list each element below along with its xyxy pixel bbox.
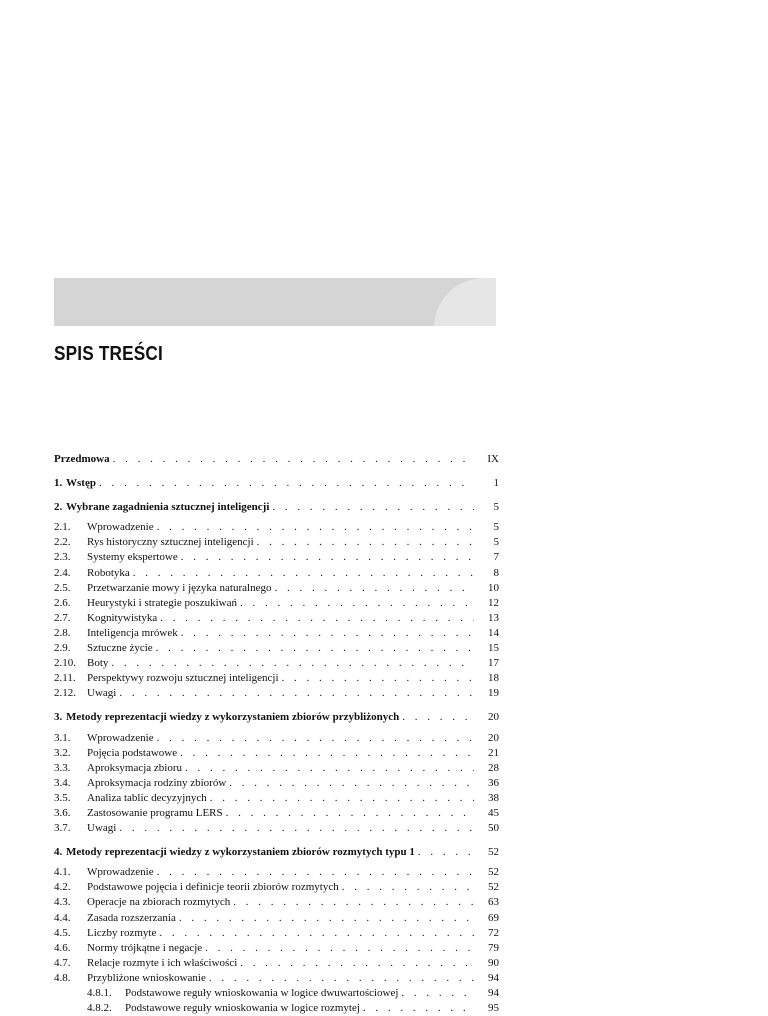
toc-section[interactable] [54, 776, 499, 791]
toc-section-title: Kognitywistyka [87, 611, 158, 624]
toc-section[interactable] [54, 791, 499, 806]
toc-section[interactable] [54, 641, 499, 656]
toc-chapter-title: Metody reprezentacji wiedzy z wykorzystaniem zbiorów przybliżonych [66, 711, 400, 724]
dot-leader [113, 452, 474, 467]
toc-section-title: Aproksymacja rodziny zbiorów [87, 776, 227, 789]
toc-section-number: 3.2. [54, 746, 71, 759]
dot-leader [180, 746, 474, 761]
header-banner [54, 278, 496, 326]
toc-chapter[interactable] [54, 710, 499, 725]
toc-section-number: 4.3. [54, 896, 71, 909]
dot-leader [209, 971, 474, 986]
toc-section-page: 5 [493, 521, 499, 534]
dot-leader [159, 926, 474, 941]
dot-leader [402, 710, 474, 725]
toc-section[interactable] [54, 550, 499, 565]
toc-section[interactable] [54, 686, 499, 701]
dot-leader [181, 626, 474, 641]
toc-section-page: 21 [488, 746, 499, 759]
toc-subsection[interactable] [54, 1001, 499, 1016]
toc-chapter-number: 4. [54, 846, 63, 859]
toc-section[interactable] [54, 520, 499, 535]
toc-section-page: 13 [488, 611, 499, 624]
toc-section-title: Analiza tablic decyzyjnych [87, 791, 207, 804]
toc-section-page: 90 [488, 956, 499, 969]
dot-leader [274, 581, 474, 596]
toc-section[interactable] [54, 821, 499, 836]
toc-section-title: Przetwarzanie mowy i języka naturalnego [87, 581, 272, 594]
toc-chapter[interactable] [54, 500, 499, 515]
toc-section[interactable] [54, 880, 499, 895]
toc-chapter-page: 5 [493, 501, 499, 514]
dot-leader [157, 520, 474, 535]
dot-leader [272, 500, 474, 515]
toc-section[interactable] [54, 761, 499, 776]
toc-section-page: 94 [488, 987, 499, 999]
dot-leader [342, 880, 474, 895]
toc-section-page: 20 [488, 731, 499, 744]
dot-leader [179, 911, 474, 926]
toc-section-title: Normy trójkątne i negacje [87, 941, 203, 954]
toc-section-title: Uwagi [87, 822, 117, 835]
toc-section-page: 7 [493, 551, 499, 564]
toc-section-page: 50 [488, 822, 499, 835]
toc-section[interactable] [54, 581, 499, 596]
dot-leader [99, 476, 474, 491]
toc-section-page: 12 [488, 596, 499, 609]
toc-section[interactable] [54, 926, 499, 941]
toc-section[interactable] [54, 746, 499, 761]
toc-section-page: 52 [488, 881, 499, 894]
toc-section-title: Zastosowanie programu LERS [87, 806, 223, 819]
dot-leader [111, 656, 474, 671]
toc-section-number: 2.12. [54, 687, 76, 700]
toc-chapter-title: Wybrane zagadnienia sztucznej inteligencji [66, 501, 270, 514]
dot-leader [156, 641, 474, 656]
toc-section[interactable] [54, 611, 499, 626]
dot-leader [205, 941, 474, 956]
toc-section-title: Zasada rozszerzania [87, 911, 176, 924]
toc-section-number: 2.1. [54, 521, 71, 534]
toc-section-title: Wprowadzenie [87, 521, 154, 534]
toc-section-number: 4.5. [54, 926, 71, 939]
toc-section[interactable] [54, 596, 499, 611]
toc-section-title: Rys historyczny sztucznej inteligencji [87, 536, 254, 549]
toc-section-number: 3.1. [54, 731, 71, 744]
dot-leader [119, 686, 474, 701]
dot-leader [157, 731, 474, 746]
toc-section-page: 38 [488, 791, 499, 804]
toc-section[interactable] [54, 941, 499, 956]
toc-section-title: Wprowadzenie [87, 731, 154, 744]
toc-section-page: 45 [488, 806, 499, 819]
toc-section-number: 2.6. [54, 596, 71, 609]
toc-section-number: 4.1. [54, 866, 71, 879]
toc-section-page: 15 [488, 642, 499, 655]
dot-leader [418, 845, 474, 860]
toc-chapter[interactable] [54, 476, 499, 491]
toc-section[interactable] [54, 911, 499, 926]
toc-section-page: 94 [488, 971, 499, 984]
toc-section-number: 4.4. [54, 911, 71, 924]
toc-section-title: Heurystyki i strategie poszukiwań [87, 596, 237, 609]
toc-section-title: Boty [87, 657, 109, 670]
toc-section-number: 3.7. [54, 822, 71, 835]
toc-preface[interactable] [54, 452, 499, 467]
page-title: SPIS TREŚCI [54, 343, 163, 365]
toc-entry-title: Przedmowa [54, 453, 110, 465]
toc-section-title: Relacje rozmyte i ich właściwości [87, 956, 238, 969]
toc-section-page: 10 [488, 581, 499, 594]
toc-section-title: Systemy ekspertowe [87, 551, 178, 564]
toc-section-number: 3.5. [54, 791, 71, 804]
toc-section[interactable] [54, 956, 499, 971]
toc-section-title: Podstawowe reguły wnioskowania w logice dwuwartościowej [125, 987, 399, 999]
toc-section-number: 4.2. [54, 881, 71, 894]
toc-section-number: 2.7. [54, 611, 71, 624]
dot-leader [119, 821, 474, 836]
toc-section-page: 72 [488, 926, 499, 939]
toc-section-page: 14 [488, 626, 499, 639]
toc-section-page: 36 [488, 776, 499, 789]
toc-section-number: 3.6. [54, 806, 71, 819]
dot-leader [257, 535, 474, 550]
toc-chapter-number: 2. [54, 501, 63, 514]
banner-curve-decoration [434, 278, 496, 326]
toc-section-page: 19 [488, 687, 499, 700]
toc-section-number: 2.2. [54, 536, 71, 549]
toc-section[interactable] [54, 806, 499, 821]
toc-section[interactable] [54, 731, 499, 746]
toc-section[interactable] [54, 656, 499, 671]
toc-section[interactable] [54, 535, 499, 550]
dot-leader [160, 611, 474, 626]
toc-section[interactable] [54, 865, 499, 880]
toc-chapter[interactable] [54, 845, 499, 860]
toc-section-title: Pojęcia podstawowe [87, 746, 178, 759]
dot-leader [157, 865, 474, 880]
toc-section-page: 79 [488, 941, 499, 954]
toc-section-number: 2.3. [54, 551, 71, 564]
dot-leader [363, 1001, 474, 1016]
toc-section-number: 2.4. [54, 566, 71, 579]
toc-section-number: 2.11. [54, 672, 76, 685]
toc-section-number: 2.9. [54, 642, 71, 655]
toc-section-title: Perspektywy rozwoju sztucznej inteligencji [87, 672, 279, 685]
toc-section-page: 52 [488, 866, 499, 879]
toc-chapter-page: 1 [493, 477, 499, 490]
dot-leader [181, 550, 474, 565]
toc-section-number: 3.3. [54, 761, 71, 774]
toc-section-page: 63 [488, 896, 499, 909]
toc-section-number: 2.8. [54, 626, 71, 639]
toc-section-page: 17 [488, 657, 499, 670]
toc-section-page: 28 [488, 761, 499, 774]
toc-chapter-page: 20 [488, 711, 499, 724]
toc-section-page: 95 [488, 1002, 499, 1015]
toc-section-number: 4.6. [54, 941, 71, 954]
toc-section-title: Przybliżone wnioskowanie [87, 971, 206, 984]
toc-section-title: Podstawowe reguły wnioskowania w logice rozmytej [125, 1002, 360, 1015]
dot-leader [185, 761, 474, 776]
toc-chapter-title: Wstęp [66, 477, 96, 490]
toc-chapter-number: 3. [54, 711, 63, 724]
toc-section-title: Sztuczne życie [87, 642, 153, 655]
toc-section-number: 2.10. [54, 657, 76, 670]
toc-section-title: Aproksymacja zbioru [87, 761, 182, 774]
toc-section-title: Podstawowe pojęcia i definicje teorii zbiorów rozmytych [87, 881, 339, 894]
dot-leader [282, 671, 474, 686]
table-of-contents [54, 452, 499, 1016]
dot-leader [240, 596, 474, 611]
toc-section-page: 69 [488, 911, 499, 924]
toc-chapter-title: Metody reprezentacji wiedzy z wykorzystaniem zbiorów rozmytych typu 1 [66, 846, 415, 859]
toc-section-number: 4.8.1. [87, 987, 112, 999]
dot-leader [229, 776, 474, 791]
toc-section[interactable] [54, 971, 499, 986]
toc-section[interactable] [54, 626, 499, 641]
dot-leader [133, 566, 474, 581]
toc-section-title: Robotyka [87, 566, 130, 579]
dot-leader [226, 806, 474, 821]
toc-section-number: 3.4. [54, 776, 71, 789]
dot-leader [233, 895, 474, 910]
dot-leader [240, 956, 474, 971]
toc-section[interactable] [54, 895, 499, 910]
toc-section-number: 4.8. [54, 971, 71, 984]
toc-section-title: Inteligencja mrówek [87, 626, 178, 639]
toc-section-title: Operacje na zbiorach rozmytych [87, 896, 231, 909]
toc-section-page: 18 [488, 672, 499, 685]
toc-section-title: Liczby rozmyte [87, 926, 157, 939]
dot-leader [210, 791, 474, 806]
toc-entry-page: IX [487, 453, 499, 465]
toc-section-number: 4.8.2. [87, 1002, 112, 1015]
toc-section-number: 4.7. [54, 956, 71, 969]
toc-chapter-number: 1. [54, 477, 63, 490]
toc-section-title: Wprowadzenie [87, 866, 154, 879]
toc-section-page: 8 [493, 566, 499, 579]
toc-section[interactable] [54, 671, 499, 686]
toc-chapter-page: 52 [488, 846, 499, 859]
toc-section[interactable] [54, 566, 499, 581]
toc-section-number: 2.5. [54, 581, 71, 594]
toc-section-page: 5 [493, 536, 499, 549]
toc-section-title: Uwagi [87, 687, 117, 700]
